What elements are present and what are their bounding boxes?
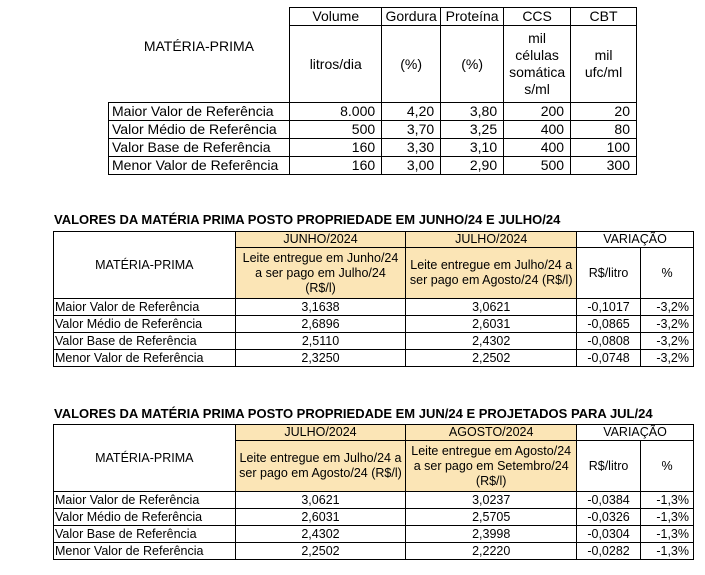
cell-variation: -0,0865: [577, 316, 641, 333]
table-row: [109, 103, 637, 121]
period-description: Leite entregue em Julho/24 a ser pago em Agosto/24 (R$/l): [235, 441, 406, 492]
variation-unit-header: R$/litro: [577, 248, 641, 299]
column-header: Gordura: [382, 8, 441, 26]
cell-proteina: 2,90: [441, 157, 504, 175]
unit-label: mil ufc/ml: [571, 26, 637, 103]
cell-percent: -1,3%: [641, 509, 694, 526]
cell-variation: -0,1017: [577, 299, 641, 316]
table-row: [54, 350, 694, 367]
cell-variation: -0,0282: [577, 543, 641, 560]
section-title-projected: VALORES DA MATÉRIA PRIMA POSTO PROPRIEDADE EM JUN/24 E PROJETADOS PARA JUL/24: [54, 406, 653, 421]
cell-value-2: 2,3998: [406, 526, 577, 543]
section-title-june-july: VALORES DA MATÉRIA PRIMA POSTO PROPRIEDADE EM JUNHO/24 E JULHO/24: [54, 212, 561, 227]
cell-value-2: 2,2220: [406, 543, 577, 560]
cell-ccs: 200: [504, 103, 571, 121]
cell-gordura: 3,00: [382, 157, 441, 175]
table-row: [54, 526, 694, 543]
table2-month-row: [54, 232, 694, 248]
cell-cbt: 100: [571, 139, 637, 157]
cell-variation: -0,0384: [577, 492, 641, 509]
month-header: AGOSTO/2024: [406, 425, 577, 441]
cell-value-2: 2,4302: [406, 333, 577, 350]
cell-gordura: 4,20: [382, 103, 441, 121]
cell-percent: -3,2%: [641, 333, 694, 350]
cell-cbt: 20: [571, 103, 637, 121]
table-row: [109, 139, 637, 157]
cell-percent: -3,2%: [641, 316, 694, 333]
variation-header: VARIAÇÃO: [577, 232, 694, 248]
cell-proteina: 3,80: [441, 103, 504, 121]
table-row: [54, 509, 694, 526]
row-label: Menor Valor de Referência: [109, 157, 290, 175]
column-header: CBT: [571, 8, 637, 26]
cell-ccs: 500: [504, 157, 571, 175]
cell-cbt: 300: [571, 157, 637, 175]
cell-value-1: 2,6896: [235, 316, 406, 333]
cell-value-2: 2,5705: [406, 509, 577, 526]
period-description: Leite entregue em Junho/24 a ser pago em Julho/24 (R$/l): [235, 248, 406, 299]
cell-value-1: 2,5110: [235, 333, 406, 350]
table-row: [54, 543, 694, 560]
cell-variation: -0,0808: [577, 333, 641, 350]
cell-cbt: 80: [571, 121, 637, 139]
cell-variation: -0,0326: [577, 509, 641, 526]
period-description: Leite entregue em Julho/24 a ser pago em Agosto/24 (R$/l): [406, 248, 577, 299]
table-row: [109, 121, 637, 139]
month-header: JULHO/2024: [235, 425, 406, 441]
row-label: Valor Base de Referência: [54, 526, 236, 543]
cell-percent: -3,2%: [641, 299, 694, 316]
cell-volume: 500: [290, 121, 382, 139]
cell-percent: -3,2%: [641, 350, 694, 367]
cell-volume: 160: [290, 157, 382, 175]
row-label: Maior Valor de Referência: [109, 103, 290, 121]
month-header: JULHO/2024: [406, 232, 577, 248]
row-label: Maior Valor de Referência: [54, 492, 236, 509]
row-label: Valor Base de Referência: [54, 333, 236, 350]
table1-header-row: [109, 8, 637, 26]
cell-proteina: 3,25: [441, 121, 504, 139]
cell-value-1: 3,1638: [235, 299, 406, 316]
row-label: Maior Valor de Referência: [54, 299, 236, 316]
table-row: [109, 157, 637, 175]
table2-header-label: MATÉRIA-PRIMA: [54, 232, 236, 299]
cell-value-1: 2,2502: [235, 543, 406, 560]
variation-unit-header: R$/litro: [577, 441, 641, 492]
cell-percent: -1,3%: [641, 492, 694, 509]
cell-value-1: 2,4302: [235, 526, 406, 543]
cell-value-2: 2,2502: [406, 350, 577, 367]
variation-percent-header: %: [641, 248, 694, 299]
cell-value-1: 2,3250: [235, 350, 406, 367]
table3-header-label: MATÉRIA-PRIMA: [54, 425, 236, 492]
cell-variation: -0,0748: [577, 350, 641, 367]
cell-variation: -0,0304: [577, 526, 641, 543]
cell-percent: -1,3%: [641, 526, 694, 543]
variation-percent-header: %: [641, 441, 694, 492]
unit-label: (%): [441, 26, 504, 103]
reference-parameters-table: [108, 7, 637, 175]
table-row: [54, 333, 694, 350]
cell-ccs: 400: [504, 121, 571, 139]
row-label: Valor Base de Referência: [109, 139, 290, 157]
cell-value-2: 2,6031: [406, 316, 577, 333]
variation-header: VARIAÇÃO: [577, 425, 694, 441]
cell-ccs: 400: [504, 139, 571, 157]
projected-values-table: [53, 424, 694, 560]
period-description: Leite entregue em Agosto/24 a ser pago em Setembro/24 (R$/l): [406, 441, 577, 492]
cell-volume: 160: [290, 139, 382, 157]
cell-volume: 8.000: [290, 103, 382, 121]
row-label: Menor Valor de Referência: [54, 543, 236, 560]
cell-value-2: 3,0237: [406, 492, 577, 509]
row-label: Valor Médio de Referência: [54, 509, 236, 526]
column-header: CCS: [504, 8, 571, 26]
cell-gordura: 3,70: [382, 121, 441, 139]
month-header: JUNHO/2024: [235, 232, 406, 248]
cell-value-1: 3,0621: [235, 492, 406, 509]
unit-label: mil células somática s/ml: [504, 26, 571, 103]
column-header: Proteína: [441, 8, 504, 26]
cell-proteina: 3,10: [441, 139, 504, 157]
unit-label: litros/dia: [290, 26, 382, 103]
table-row: [54, 316, 694, 333]
cell-gordura: 3,30: [382, 139, 441, 157]
row-label: Valor Médio de Referência: [54, 316, 236, 333]
table-row: [54, 492, 694, 509]
row-label: Valor Médio de Referência: [109, 121, 290, 139]
table1-header-label: MATÉRIA-PRIMA: [109, 8, 290, 103]
cell-percent: -1,3%: [641, 543, 694, 560]
cell-value-2: 3,0621: [406, 299, 577, 316]
table-row: [54, 299, 694, 316]
column-header: Volume: [290, 8, 382, 26]
cell-value-1: 2,6031: [235, 509, 406, 526]
table3-month-row: [54, 425, 694, 441]
row-label: Menor Valor de Referência: [54, 350, 236, 367]
unit-label: (%): [382, 26, 441, 103]
june-july-values-table: [53, 231, 694, 367]
